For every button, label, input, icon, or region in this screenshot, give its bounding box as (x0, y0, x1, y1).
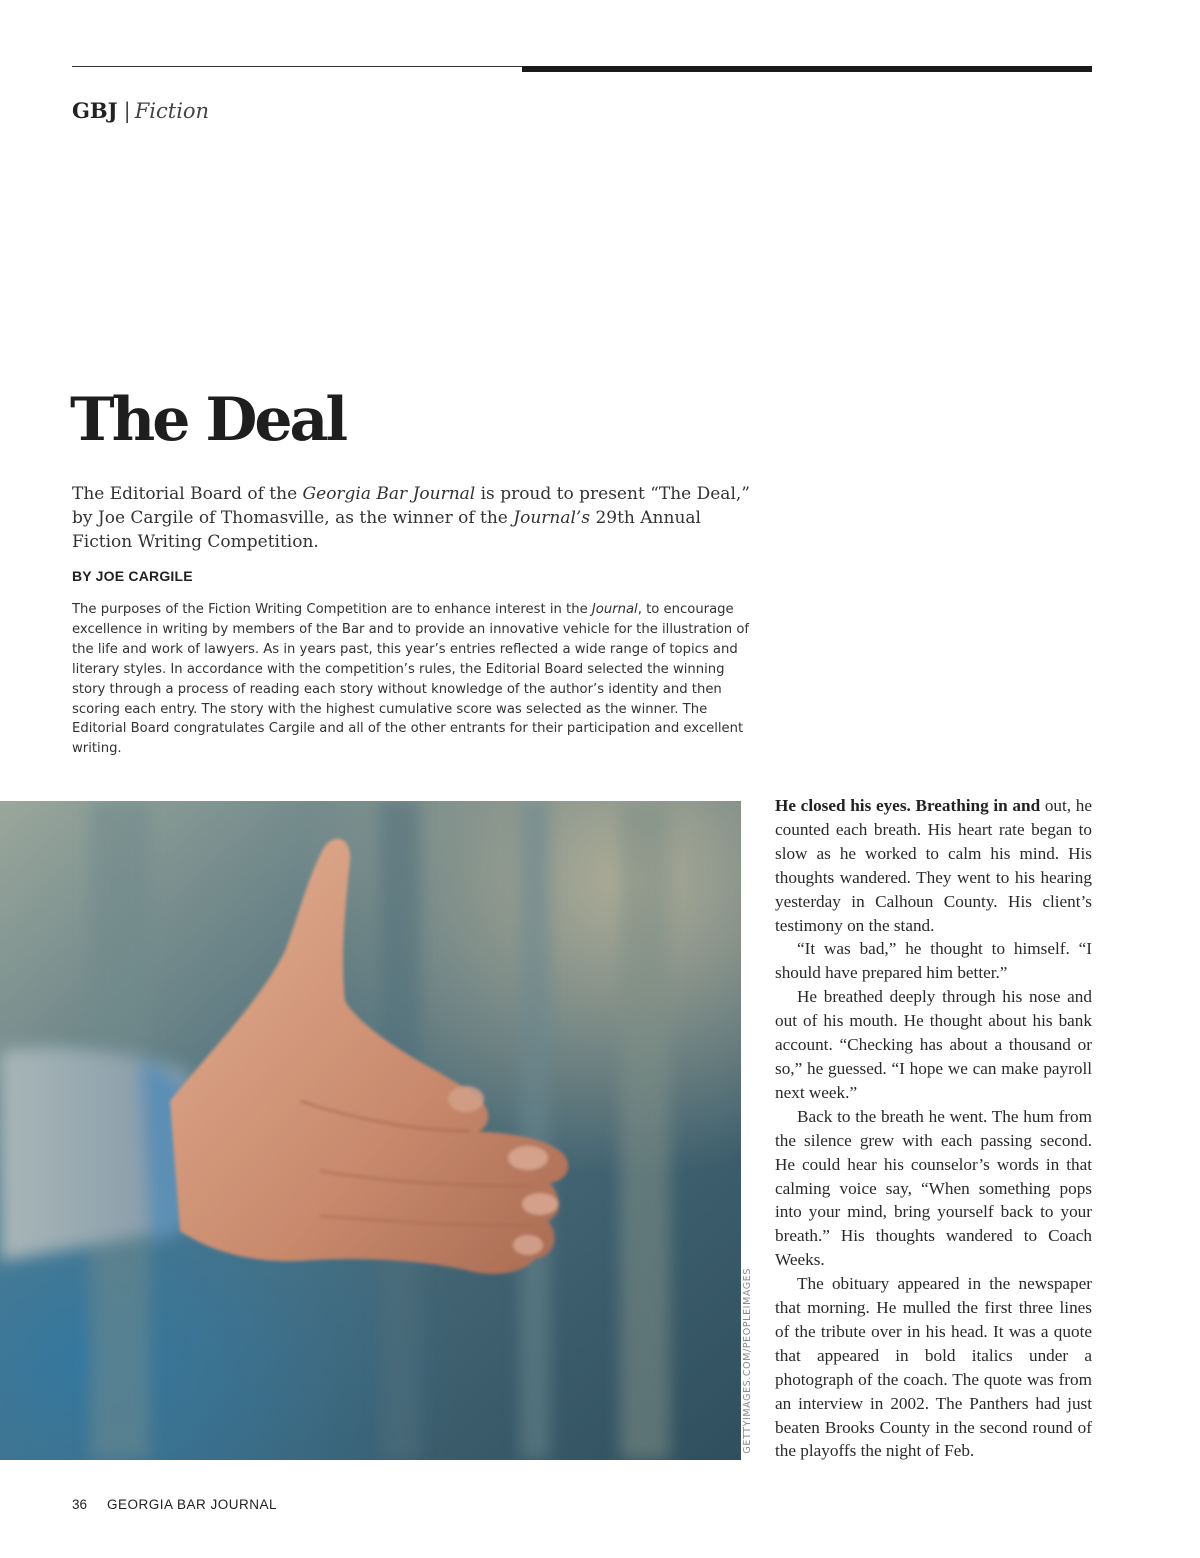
story-lead-in: He closed his eyes. Breathing in and (775, 796, 1041, 815)
handshake-photo (0, 801, 741, 1460)
section-name: Fiction (134, 99, 210, 123)
journal-brand: GBJ (72, 98, 118, 123)
competition-purpose (72, 600, 752, 759)
article-title: The Deal (70, 385, 346, 455)
article-intro (72, 482, 752, 554)
photo-credit-text: GETTYIMAGES.COM/PEOPLEIMAGES (742, 1268, 753, 1454)
footer-journal-name: GEORGIA BAR JOURNAL (107, 1497, 278, 1512)
story-paragraph: Back to the breath he went. The hum from the silence grew with each passing second. He could hear his counselor’s words in that calming voice say, “When something pops into your mind, bring yourself back to your breath.” His thoughts wandered to Coach Weeks. (775, 1106, 1092, 1270)
story-paragraph (775, 794, 1092, 937)
section-separator: | (123, 99, 131, 123)
intro-journal-name: Georgia Bar Journal (302, 484, 476, 504)
page-footer (72, 1496, 277, 1514)
intro-text: 29th Annual Fiction Writing Competition. (72, 508, 701, 552)
photo-credit (741, 1268, 758, 1458)
story-text: out, he counted each breath. His heart rate began to slow as he worked to calm his mind. His thoughts wandered. They went to his hearing yesterday in Calhoun County. His client’s testimony on the stand. (775, 796, 1093, 935)
story-paragraph: The obituary appeared in the newspaper that morning. He mulled the first three lines of the tribute over in his head. It was a quote that appeared in bold italics under a photograph of the coach. The quote was from an interview in 2002. The Panthers had just beaten Brooks County in the second round of the playoffs the night of Feb. (775, 1274, 1092, 1461)
intro-journal-possessive: Journal’s (513, 508, 591, 528)
intro-text: is proud to present “The Deal,” by Joe Cargile of Thomasville, as the winner of the (72, 484, 750, 528)
story-paragraph: “It was bad,” he thought to himself. “I should have prepared him better.” (775, 939, 1092, 983)
author-byline: BY JOE CARGILE (72, 568, 193, 584)
story-body (775, 794, 1092, 1463)
story-paragraph: He breathed deeply through his nose and out of his mouth. He thought about his bank account. “Checking has about a thousand or so,” he guessed. “I hope we can make payroll next week.” (775, 987, 1092, 1102)
purpose-text: , to encourage excellence in writing by members of the Bar and to provide an innovative vehicle for the illustration of the life and work of lawyers. As in years past, this year’s entries reflected a wide range of topics and literary styles. In accordance with the competition’s rules, the Editorial Board selected the winning story through a process of reading each story without knowledge of the author’s identity and then scoring each entry. The story with the highest cumulative score was selected as the winner. The Editorial Board congratulates Cargile and all of the other entrants for their participation and excellent writing. (72, 602, 750, 757)
purpose-journal-name: Journal (591, 602, 638, 617)
section-label (72, 98, 209, 124)
purpose-text: The purposes of the Fiction Writing Competition are to enhance interest in the (72, 602, 592, 617)
page-number: 36 (72, 1497, 88, 1512)
header-rule-thick (522, 66, 1092, 72)
intro-text: The Editorial Board of the (72, 484, 303, 504)
